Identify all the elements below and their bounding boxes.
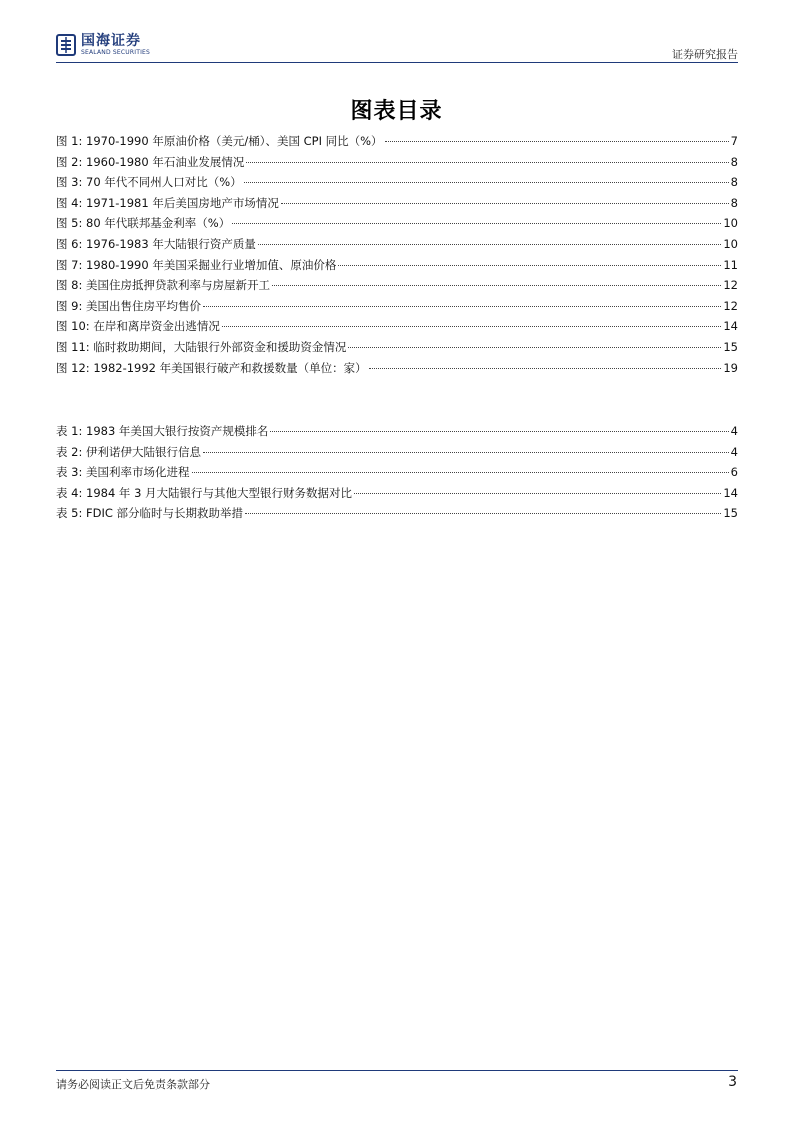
dot-leader	[338, 265, 721, 266]
table-toc-entry-label: 表 5: FDIC 部分临时与长期救助举措	[56, 506, 244, 521]
figure-toc-entry[interactable]	[56, 318, 738, 339]
figure-toc-entry[interactable]	[56, 154, 738, 175]
figure-toc-entry-page: 14	[723, 319, 738, 334]
figure-toc-entry-page: 10	[723, 216, 738, 231]
dot-leader	[354, 493, 721, 494]
figure-toc-entry-label: 图 8: 美国住房抵押贷款利率与房屋新开工	[56, 278, 271, 293]
page-title: 图表目录	[350, 99, 443, 124]
figure-toc-entry-label: 图 5: 80 年代联邦基金利率（%）	[56, 216, 231, 231]
page-header	[56, 32, 738, 63]
figure-toc-entry-label: 图 3: 70 年代不同州人口对比（%）	[56, 175, 242, 190]
figure-toc-entry-label: 图 10: 在岸和离岸资金出逃情况	[56, 319, 220, 334]
table-toc-entry-page: 4	[730, 424, 738, 438]
figure-toc-entry-label: 图 4: 1971-1981 年后美国房地产市场情况	[56, 195, 279, 210]
figure-toc-entry[interactable]	[56, 215, 738, 236]
figure-toc-entry[interactable]	[56, 257, 738, 278]
logo-english-name: SEALAND SECURITIES	[81, 49, 151, 56]
figure-toc-entry[interactable]	[56, 298, 738, 319]
dot-leader	[203, 306, 721, 307]
dot-leader	[232, 223, 721, 224]
dot-leader	[246, 162, 728, 163]
table-toc-entry-page: 14	[723, 485, 738, 500]
table-toc-entry[interactable]	[56, 505, 738, 526]
figure-toc-entry-label: 图 11: 临时救助期间，大陆银行外部资金和援助资金情况	[56, 339, 347, 354]
figure-toc-entry-page: 10	[723, 236, 738, 251]
figure-toc-entry[interactable]	[56, 339, 738, 360]
figure-toc-entry-page: 12	[723, 298, 738, 313]
table-toc-entry-page: 4	[730, 444, 738, 459]
dot-leader	[222, 326, 722, 327]
logo-chinese-name: 国海证券	[81, 33, 141, 49]
figure-toc-entry-page: 19	[723, 360, 738, 375]
footer-disclaimer: 请务必阅读正文后免责条款部分	[56, 1078, 210, 1091]
table-toc-entry[interactable]	[56, 423, 738, 444]
dot-leader	[281, 203, 729, 204]
figure-toc-entry-page: 8	[730, 154, 738, 169]
figure-toc-entry-label: 图 7: 1980-1990 年美国采掘业行业增加值、原油价格	[56, 257, 337, 272]
table-toc-entry-label: 表 4: 1984 年 3 月大陆银行与其他大型银行财务数据对比	[56, 485, 353, 500]
dot-leader	[348, 347, 721, 348]
dot-leader	[369, 368, 722, 369]
dot-leader	[385, 141, 729, 142]
dot-leader	[203, 452, 729, 453]
table-toc-entry-label: 表 1: 1983 年美国大银行按资产规模排名	[56, 424, 269, 438]
figure-toc-entry[interactable]	[56, 133, 738, 154]
company-logo	[56, 34, 150, 56]
sealand-logo-icon	[56, 34, 76, 56]
figure-toc-entry-page: 15	[723, 339, 738, 354]
figure-toc-entry-page: 7	[730, 134, 738, 148]
figure-toc-entry-label: 图 2: 1960-1980 年石油业发展情况	[56, 154, 245, 169]
figure-toc-entry[interactable]	[56, 174, 738, 195]
table-toc-entry-page: 15	[723, 506, 738, 521]
table-toc-entry[interactable]	[56, 485, 738, 506]
figures-list	[56, 133, 738, 380]
figure-toc-entry-page: 11	[723, 257, 738, 272]
table-toc-entry[interactable]	[56, 464, 738, 485]
figure-toc-entry-page: 8	[730, 195, 738, 210]
figure-toc-entry-label: 图 6: 1976-1983 年大陆银行资产质量	[56, 236, 256, 251]
dot-leader	[258, 244, 722, 245]
figure-toc-entry[interactable]	[56, 277, 738, 298]
tables-list	[56, 423, 738, 526]
figure-toc-entry-label: 图 1: 1970-1990 年原油价格（美元/桶）、美国 CPI 同比（%）	[56, 134, 383, 148]
report-type-label: 证券研究报告	[672, 48, 738, 61]
figure-toc-entry-page: 8	[730, 175, 738, 190]
dot-leader	[270, 431, 728, 432]
footer-divider	[56, 1070, 738, 1071]
page-number: 3	[728, 1074, 737, 1090]
figure-toc-entry-label: 图 12: 1982-1992 年美国银行破产和救援数量（单位：家）	[56, 360, 367, 375]
dot-leader	[244, 182, 729, 183]
table-toc-entry-label: 表 3: 美国利率市场化进程	[56, 465, 190, 480]
dot-leader	[192, 472, 729, 473]
dot-leader	[272, 285, 721, 286]
figure-toc-entry[interactable]	[56, 195, 738, 216]
figure-toc-entry[interactable]	[56, 236, 738, 257]
figure-toc-entry-page: 12	[723, 278, 738, 293]
figure-toc-entry[interactable]	[56, 360, 738, 381]
dot-leader	[245, 513, 721, 514]
figure-toc-entry-label: 图 9: 美国出售住房平均售价	[56, 298, 202, 313]
table-toc-entry-page: 6	[730, 465, 738, 480]
table-toc-entry-label: 表 2: 伊利诺伊大陆银行信息	[56, 444, 202, 459]
table-toc-entry[interactable]	[56, 444, 738, 465]
